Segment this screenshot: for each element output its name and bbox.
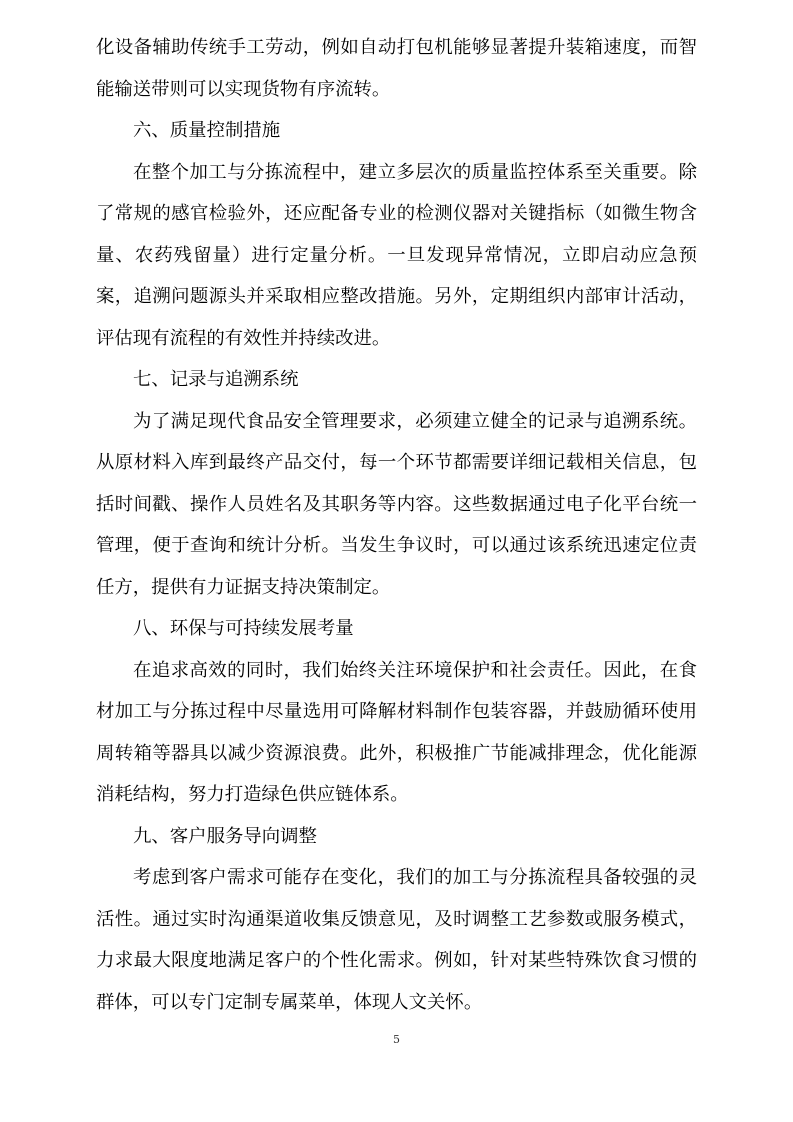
section-heading-quality-control: 六、质量控制措施 bbox=[133, 120, 281, 141]
paragraph-line: 评估现有流程的有效性并持续改进。 bbox=[96, 327, 391, 349]
section-heading-sustainability: 八、环保与可持续发展考量 bbox=[133, 618, 354, 639]
paragraph-line: 化设备辅助传统手工劳动，例如自动打包机能够显著提升装箱速度，而智 bbox=[96, 37, 697, 58]
paragraph-line: 括时间戳、操作人员姓名及其职务等内容。这些数据通过电子化平台统一 bbox=[96, 493, 697, 515]
paragraph-line: 量、农药残留量）进行定量分析。一旦发现异常情况，立即启动应急预 bbox=[96, 244, 697, 266]
intro-paragraph bbox=[96, 27, 697, 110]
paragraph-line: 管理，便于查询和统计分析。当发生争议时，可以通过该系统迅速定位责 bbox=[96, 535, 697, 556]
page-number: 5 bbox=[393, 1033, 400, 1046]
paragraph-line: 在追求高效的同时，我们始终关注环境保护和社会责任。因此，在食 bbox=[133, 659, 697, 681]
sustainability-paragraph bbox=[96, 650, 697, 816]
paragraph-line: 为了满足现代食品安全管理要求，必须建立健全的记录与追溯系统。 bbox=[133, 410, 697, 432]
paragraph-line: 力求最大限度地满足客户的个性化需求。例如，针对某些特殊饮食习惯的 bbox=[96, 950, 697, 971]
paragraph-line: 案，追溯问题源头并采取相应整改措施。另外，定期组织内部审计活动， bbox=[96, 286, 697, 307]
section-heading-traceability: 七、记录与追溯系统 bbox=[133, 369, 299, 390]
paragraph-line: 消耗结构，努力打造绿色供应链体系。 bbox=[96, 784, 409, 805]
customer-service-paragraph bbox=[96, 857, 697, 1023]
section-heading-customer-service: 九、客户服务导向调整 bbox=[133, 825, 317, 847]
paragraph-line: 周转箱等器具以减少资源浪费。此外，积极推广节能减排理念，优化能源 bbox=[96, 742, 697, 764]
paragraph-line: 了常规的感官检验外，还应配备专业的检测仪器对关键指标（如微生物含 bbox=[96, 203, 697, 224]
paragraph-line: 能输送带则可以实现货物有序流转。 bbox=[96, 78, 391, 100]
paragraph-line: 材加工与分拣过程中尽量选用可降解材料制作包装容器，并鼓励循环使用 bbox=[96, 701, 697, 722]
paragraph-line: 在整个加工与分拣流程中，建立多层次的质量监控体系至关重要。除 bbox=[133, 161, 697, 183]
quality-control-paragraph bbox=[96, 152, 697, 360]
paragraph-line: 任方，提供有力证据支持决策制定。 bbox=[96, 576, 391, 598]
paragraph-line: 活性。通过实时沟通渠道收集反馈意见，及时调整工艺参数或服务模式， bbox=[96, 908, 697, 930]
traceability-paragraph bbox=[96, 401, 697, 609]
paragraph-line: 从原材料入库到最终产品交付，每一个环节都需要详细记载相关信息，包 bbox=[96, 452, 697, 473]
document-page bbox=[96, 27, 697, 1023]
paragraph-line: 群体，可以专门定制专属菜单，体现人文关怀。 bbox=[96, 991, 483, 1013]
paragraph-line: 考虑到客户需求可能存在变化，我们的加工与分拣流程具备较强的灵 bbox=[133, 867, 697, 888]
